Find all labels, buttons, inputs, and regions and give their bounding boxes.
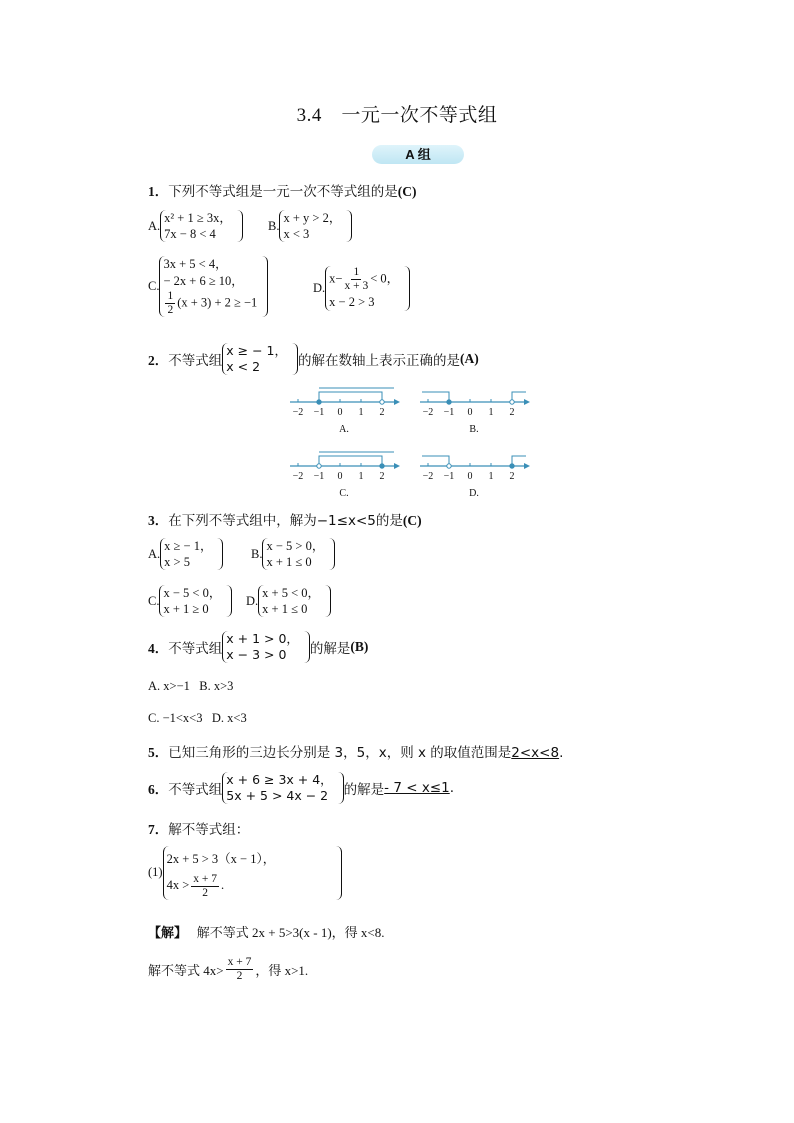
- q4-options-row-2: [148, 711, 247, 726]
- question-5: [148, 741, 563, 761]
- figure-label: C.: [339, 488, 349, 499]
- fraction-denominator: 2: [202, 886, 209, 899]
- q3-option-a: [148, 538, 223, 570]
- system-line: 7x − 8 < 4: [164, 227, 216, 241]
- system-line: x − 2 > 3: [329, 295, 375, 309]
- question-3: [148, 509, 422, 529]
- group-badge: A 组: [372, 145, 464, 164]
- endpoint-right: [380, 464, 384, 468]
- option-label: D.: [246, 593, 259, 608]
- question-stem: 在下列不等式组中，解为: [168, 513, 317, 529]
- question-6: [148, 772, 454, 804]
- system-line: x ≥ − 1，: [164, 539, 213, 553]
- system-line: 5x + 5 > 4x − 2: [226, 788, 329, 803]
- q1-option-c: [148, 256, 268, 317]
- system-line: x − 3 > 0: [226, 647, 287, 662]
- tick-label: −2: [422, 471, 434, 482]
- q3-option-b: [251, 538, 335, 570]
- option-b: B. x>3: [199, 679, 234, 693]
- question-number: 1．: [148, 184, 169, 199]
- fraction-denominator: 2: [236, 970, 243, 982]
- solution-ray-left: [422, 392, 449, 402]
- system-line: x + 6 ≥ 3x + 4，: [226, 772, 333, 787]
- axis-arrow: [524, 399, 530, 405]
- option-label: A.: [148, 546, 161, 561]
- system-line: x² + 1 ≥ 3x，: [164, 211, 232, 225]
- tick-label: 1: [488, 407, 494, 418]
- tick-label: 2: [509, 471, 515, 482]
- solution-bracket: [319, 456, 382, 466]
- endpoint-left: [317, 400, 321, 404]
- figure-label: B.: [469, 424, 479, 435]
- fraction-numerator: x + 7: [227, 956, 252, 968]
- question-stem: 下列不等式组是一元一次不等式组的是: [168, 184, 398, 200]
- system-line: x−: [329, 271, 343, 286]
- tick-label: 2: [379, 407, 385, 418]
- q3-option-c: [148, 585, 232, 617]
- solution-text: ，得 x>1.: [255, 963, 309, 978]
- question-stem: 不等式组: [168, 353, 223, 369]
- system-line: x + 1 > 0，: [226, 631, 299, 646]
- option-a: A. x>−1: [148, 679, 190, 693]
- question-7: [148, 818, 249, 838]
- system-line: x + 5 < 0，: [262, 586, 321, 600]
- solution-ray-left: [422, 456, 449, 466]
- fraction-numerator: 1: [167, 290, 174, 302]
- tick-label: 0: [337, 407, 343, 418]
- tick-label: −1: [313, 407, 325, 418]
- system-line: x < 3: [283, 227, 310, 241]
- tick-label: 1: [358, 471, 364, 482]
- axis-arrow: [524, 463, 530, 469]
- axis-arrow: [394, 463, 400, 469]
- fraction-numerator: x + 7: [193, 872, 218, 885]
- question-stem: 的解在数轴上表示正确的是: [297, 353, 460, 369]
- answer: (B): [350, 639, 369, 654]
- question-2: [148, 343, 479, 375]
- axis-arrow: [394, 399, 400, 405]
- option-label: A.: [148, 218, 161, 233]
- option-label: C.: [148, 279, 160, 293]
- question-stem: 不等式组: [168, 782, 223, 798]
- tick-label: −1: [443, 407, 455, 418]
- tick-label: 0: [467, 471, 473, 482]
- question-1: [148, 180, 417, 200]
- system-line: 2x + 5 > 3（x − 1），: [166, 852, 276, 866]
- q1-option-b: [268, 210, 352, 242]
- option-label: B.: [268, 218, 280, 233]
- system-line: − 2x + 6 ≥ 10，: [163, 274, 244, 288]
- fraction-denominator: 2: [167, 304, 174, 316]
- endpoint-right: [380, 400, 384, 404]
- system-line: x + 1 ≥ 0: [163, 602, 209, 616]
- question-stem: 的解是: [343, 782, 385, 798]
- question-number: 3．: [148, 513, 169, 528]
- solution-text: 解不等式 4x>: [148, 963, 224, 978]
- fraction-numerator: 1: [353, 266, 360, 278]
- question-stem: 的是: [375, 513, 403, 529]
- answer: 2<x<8: [511, 745, 560, 761]
- q1-option-a: [148, 210, 243, 242]
- endpoint-left: [447, 464, 451, 468]
- system-line: x − 5 < 0，: [163, 586, 222, 600]
- figure-label: D.: [469, 488, 479, 499]
- question-stem: 的解是: [309, 641, 351, 657]
- endpoint-left: [317, 464, 321, 468]
- option-c: C. −1<x<3: [148, 711, 203, 725]
- question-stem: 已知三角形的三边长分别是 3，5，x，则 x 的取值范围是: [168, 745, 512, 761]
- page-title: 3.4 一元一次不等式组: [296, 105, 498, 126]
- tick-label: −2: [292, 471, 304, 482]
- part-label: (1): [148, 865, 163, 880]
- tick-label: 2: [509, 407, 515, 418]
- tick-label: 0: [337, 471, 343, 482]
- question-number: 7．: [148, 822, 169, 837]
- answer: (C): [397, 184, 417, 199]
- tick-label: −1: [313, 471, 325, 482]
- system-line: (x + 3) + 2 ≥ −1: [177, 295, 258, 310]
- fraction-denominator: x + 3: [344, 280, 369, 292]
- system-line: x + 1 ≤ 0: [266, 555, 312, 569]
- question-number: 6．: [148, 782, 169, 797]
- tick-label: −2: [422, 407, 434, 418]
- punctuation: .: [449, 780, 455, 796]
- system-line: .: [221, 878, 225, 892]
- q7-part-1: [148, 846, 342, 900]
- solution-bracket: [319, 392, 382, 402]
- tick-label: 1: [488, 471, 494, 482]
- question-4: [148, 631, 368, 663]
- solution-text: 解不等式 2x + 5>3(x - 1)，得 x<8.: [196, 925, 385, 940]
- tick-label: −1: [443, 471, 455, 482]
- question-number: 5．: [148, 745, 169, 760]
- endpoint-left: [447, 400, 451, 404]
- q1-option-d: [313, 266, 410, 311]
- figure-label: A.: [339, 424, 349, 435]
- solution-line-2: [148, 956, 308, 983]
- q3-option-d: [246, 585, 331, 617]
- answer: (C): [402, 513, 422, 528]
- tick-label: −2: [292, 407, 304, 418]
- option-label: D.: [313, 281, 326, 295]
- option-d: D. x<3: [211, 711, 247, 725]
- solution-range: −1≤x<5: [316, 513, 376, 529]
- system-line: x + y > 2，: [283, 211, 342, 225]
- option-label: C.: [148, 593, 160, 608]
- question-number: 2．: [148, 353, 169, 368]
- answer: (A): [459, 351, 479, 366]
- system-line: x < 2: [226, 359, 261, 374]
- option-label: B.: [251, 546, 263, 561]
- question-stem: 不等式组: [168, 641, 223, 657]
- system-line: x − 5 > 0，: [266, 539, 325, 553]
- answer: - 7 < x≤1: [384, 780, 450, 796]
- system-line: < 0，: [370, 271, 400, 286]
- endpoint-right: [510, 400, 514, 404]
- question-number: 4．: [148, 641, 169, 656]
- question-stem: 解不等式组：: [168, 822, 250, 838]
- system-line: x > 5: [164, 555, 190, 569]
- q4-options-row-1: [148, 679, 233, 694]
- system-line: 3x + 5 < 4，: [163, 257, 228, 271]
- punctuation: .: [559, 745, 564, 761]
- endpoint-right: [510, 464, 514, 468]
- system-line: x + 1 ≤ 0: [262, 602, 308, 616]
- tick-label: 0: [467, 407, 473, 418]
- tick-label: 1: [358, 407, 364, 418]
- system-line: x ≥ − 1，: [226, 343, 287, 358]
- solution-tag: 【解】: [148, 925, 188, 940]
- solution-line-1: [148, 922, 385, 941]
- number-line-figures: [280, 378, 540, 503]
- system-line: 4x >: [166, 878, 190, 892]
- tick-label: 2: [379, 471, 385, 482]
